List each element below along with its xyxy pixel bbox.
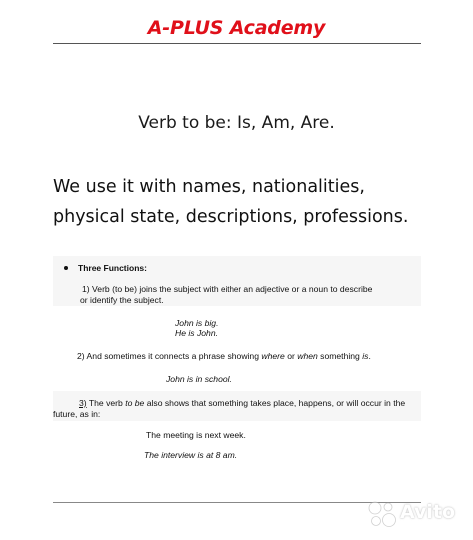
example-text: The interview is at 8 am. bbox=[144, 450, 238, 460]
avito-dots-icon bbox=[366, 499, 398, 529]
function-1-text: 1) Verb (to be) joins the subject with either an adjective or a noun to describe or identify the subject. bbox=[80, 284, 373, 305]
bullet-icon bbox=[64, 266, 68, 270]
header-divider bbox=[53, 43, 421, 44]
functions-title-text: Three Functions: bbox=[78, 263, 147, 273]
lesson-intro: We use it with names, nationalities, physical state, descriptions, professions. bbox=[53, 177, 409, 227]
function-2-text: 2) And sometimes it connects a phrase showing where or when something is. bbox=[77, 351, 371, 361]
example-text: The meeting is next week. bbox=[146, 430, 246, 440]
function-3-text: 3) The verb to be also shows that something takes place, happens, or will occur in the future, as in: bbox=[53, 398, 406, 419]
functions-title bbox=[64, 263, 147, 273]
avito-watermark-text: Avito bbox=[400, 501, 456, 523]
example-text: John is big. bbox=[175, 318, 219, 328]
example-text: He is John. bbox=[175, 328, 218, 338]
avito-watermark bbox=[366, 497, 466, 531]
example-text: John is in school. bbox=[166, 374, 232, 384]
lesson-heading: Verb to be: Is, Am, Are. bbox=[138, 113, 335, 133]
brand-title: A-PLUS Academy bbox=[147, 17, 326, 39]
